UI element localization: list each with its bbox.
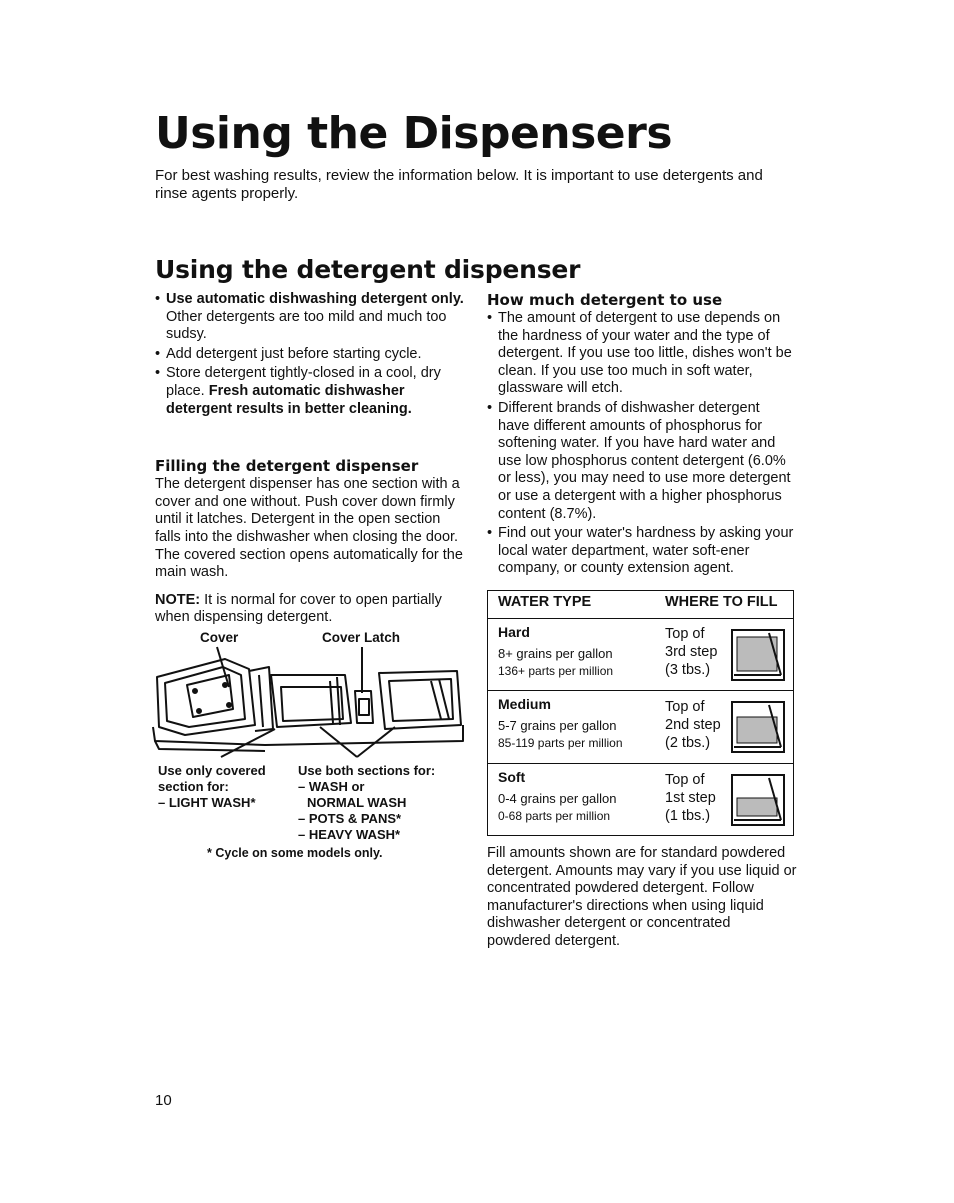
- grains-per-gallon: 5-7 grains per gallon: [498, 718, 617, 733]
- page-number: 10: [155, 1092, 172, 1109]
- parts-per-million: 136+ parts per million: [498, 664, 614, 678]
- table-row: [488, 763, 793, 835]
- table-row: [488, 618, 793, 691]
- how-much-heading: How much detergent to use: [487, 291, 723, 309]
- caption-covered-section: Use only covered section for: – LIGHT WASH*: [158, 763, 266, 810]
- bullet-store-detergent: • Store detergent tightly-closed in a cool, dry place. Fresh automatic dishwasher detergent results in better cleaning.: [155, 365, 465, 418]
- bullet-use-automatic: • Use automatic dishwashing detergent only. Other detergents are too mild and much too sudsy.: [155, 291, 465, 344]
- header-water-type: WATER TYPE: [498, 594, 592, 610]
- caption-both-sections: Use both sections for: – WASH or NORMAL WASH – POTS & PANS* – HEAVY WASH*: [298, 763, 436, 842]
- label-cover: Cover: [200, 630, 239, 645]
- fill-amounts-note: Fill amounts shown are for standard powdered detergent. Amounts may vary if you use liquid or concentrated powdered detergent. Follow manufacturer's directions when using liquid dishwasher detergent or concentrated powdered detergent.: [487, 845, 797, 949]
- dispenser-fill-1st-step-icon: [729, 772, 787, 828]
- parts-per-million: 85-119 parts per million: [498, 736, 623, 750]
- dispenser-fill-2nd-step-icon: [729, 699, 787, 755]
- parts-per-million: 0-68 parts per million: [498, 809, 611, 823]
- table-row: [488, 690, 793, 764]
- water-type-soft: Soft: [498, 769, 526, 785]
- dispenser-fill-3rd-step-icon: [729, 627, 787, 683]
- bullet-brands: • Different brands of dishwasher detergent have different amounts of phosphorus for softening water. If you have hard water and use low phosphorus content detergent (6.0% or less), you may need to use more detergent or use a detergent with a higher phosphorus content (8.7%).: [487, 400, 795, 523]
- bullet-hardness: • Find out your water's hardness by asking your local water department, water soft-ener company, or county extension agent.: [487, 525, 795, 578]
- water-type-hard: Hard: [498, 624, 530, 640]
- filling-text: The detergent dispenser has one section with a cover and one without. Push cover down firmly until it latches. Detergent in the open section falls into the dishwasher when closing the door. The covered section opens automatically for the main wash.: [155, 476, 463, 581]
- water-type-table: [487, 590, 794, 836]
- note-paragraph: NOTE: It is normal for cover to open partially when dispensing detergent.: [155, 591, 442, 626]
- fill-level: Top of 3rd step (3 tbs.): [665, 626, 718, 678]
- page-title: Using the Dispensers: [155, 108, 673, 159]
- header-where-to-fill: WHERE TO FILL: [665, 594, 778, 610]
- intro-paragraph: For best washing results, review the information below. It is important to use detergents and rinse agents properly.: [155, 167, 763, 202]
- fill-level: Top of 2nd step (2 tbs.): [665, 699, 721, 751]
- grains-per-gallon: 0-4 grains per gallon: [498, 791, 617, 806]
- footnote-cycle: * Cycle on some models only.: [207, 846, 383, 860]
- filling-heading: Filling the detergent dispenser: [155, 457, 419, 476]
- section-title: Using the detergent dispenser: [155, 255, 581, 284]
- table-header: [488, 591, 793, 619]
- left-column: [155, 291, 465, 629]
- water-type-medium: Medium: [498, 696, 551, 712]
- grains-per-gallon: 8+ grains per gallon: [498, 646, 613, 661]
- label-cover-latch: Cover Latch: [322, 630, 401, 645]
- right-column: [487, 290, 795, 580]
- detergent-dispenser-drawing: [145, 645, 465, 760]
- bullet-amount: • The amount of detergent to use depends on the hardness of your water and the type of detergent. If you use too little, dishes won't be clean. If you use too much in soft water, glassware will etch.: [487, 310, 795, 398]
- fill-level: Top of 1st step (1 tbs.): [665, 772, 716, 824]
- bullet-add-detergent: • Add detergent just before starting cycle.: [155, 346, 465, 364]
